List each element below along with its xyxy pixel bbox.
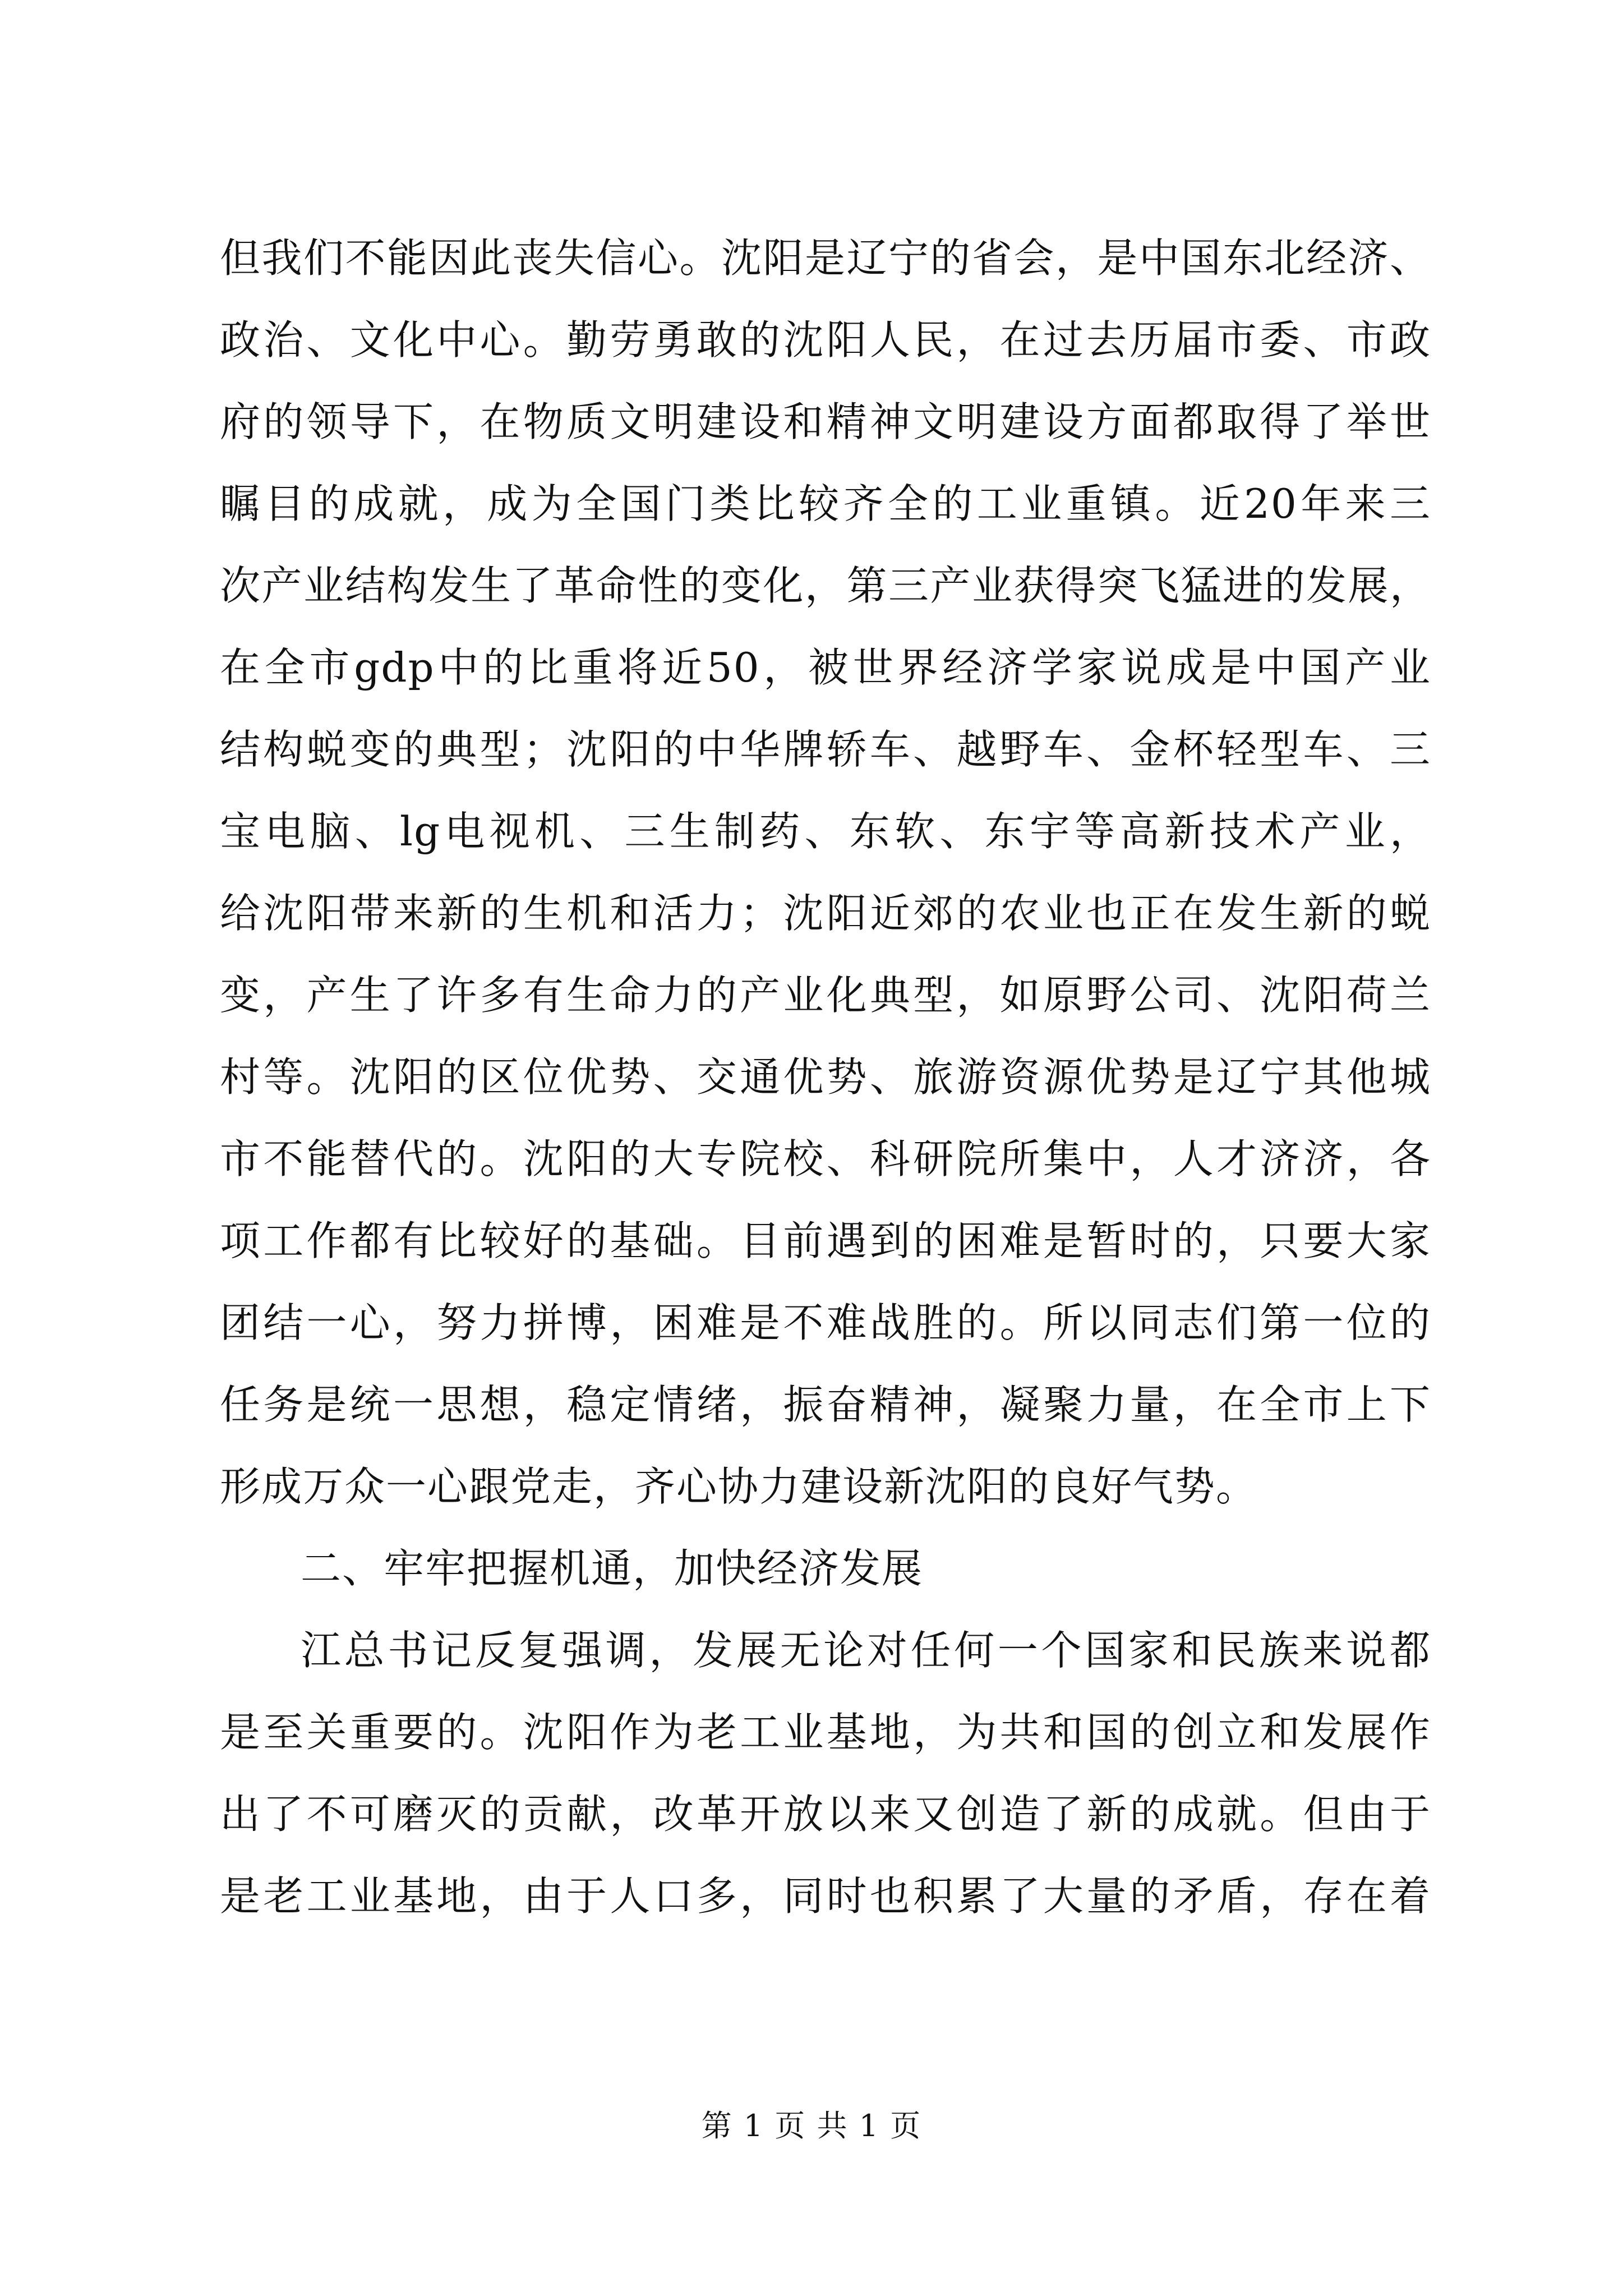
body-line: 瞩目的成就，成为全国门类比较齐全的工业重镇。近20年来三 xyxy=(220,480,1431,527)
body-line: 村等。沈阳的区位优势、交通优势、旅游资源优势是辽宁其他城 xyxy=(220,1053,1431,1101)
body-line: 项工作都有比较好的基础。目前遇到的困难是暂时的，只要大家 xyxy=(220,1217,1431,1264)
body-line: 府的领导下，在物质文明建设和精神文明建设方面都取得了举世 xyxy=(220,398,1431,445)
body-line: 在全市gdp中的比重将近50，被世界经济学家说成是中国产业 xyxy=(220,644,1431,691)
body-line: 是老工业基地，由于人口多，同时也积累了大量的矛盾，存在着 xyxy=(220,1872,1431,1920)
body-line: 给沈阳带来新的生机和活力；沈阳近郊的农业也正在发生新的蜕 xyxy=(220,890,1431,937)
body-line: 宝电脑、lg电视机、三生制药、东软、东宇等高新技术产业， xyxy=(220,808,1431,855)
body-line: 任务是统一思想，稳定情绪，振奋精神，凝聚力量，在全市上下 xyxy=(220,1381,1431,1428)
body-line: 团结一心，努力拼博，困难是不难战胜的。所以同志们第一位的 xyxy=(220,1299,1431,1346)
page-footer: 第 1 页 共 1 页 xyxy=(701,2108,922,2143)
body-line: 政治、文化中心。勤劳勇敢的沈阳人民，在过去历届市委、市政 xyxy=(220,316,1431,364)
body-line: 形成万众一心跟党走，齐心协力建设新沈阳的良好气势。 xyxy=(220,1463,1258,1510)
body-line: 是至关重要的。沈阳作为老工业基地，为共和国的创立和发展作 xyxy=(220,1709,1431,1756)
body-line: 结构蜕变的典型；沈阳的中华牌轿车、越野车、金杯轻型车、三 xyxy=(220,726,1431,773)
section-heading: 二、牢牢把握机通，加快经济发展 xyxy=(301,1545,924,1592)
body-line: 变，产生了许多有生命力的产业化典型，如原野公司、沈阳荷兰 xyxy=(220,972,1431,1019)
body-line: 次产业结构发生了革命性的变化，第三产业获得突飞猛进的发展， xyxy=(220,562,1431,609)
body-line: 出了不可磨灭的贡献，改革开放以来又创造了新的成就。但由于 xyxy=(220,1791,1431,1838)
body-line: 但我们不能因此丧失信心。沈阳是辽宁的省会，是中国东北经济、 xyxy=(220,234,1431,282)
body-line: 市不能替代的。沈阳的大专院校、科研院所集中，人才济济，各 xyxy=(220,1135,1431,1182)
body-line: 江总书记反复强调，发展无论对任何一个国家和民族来说都 xyxy=(301,1627,1431,1674)
